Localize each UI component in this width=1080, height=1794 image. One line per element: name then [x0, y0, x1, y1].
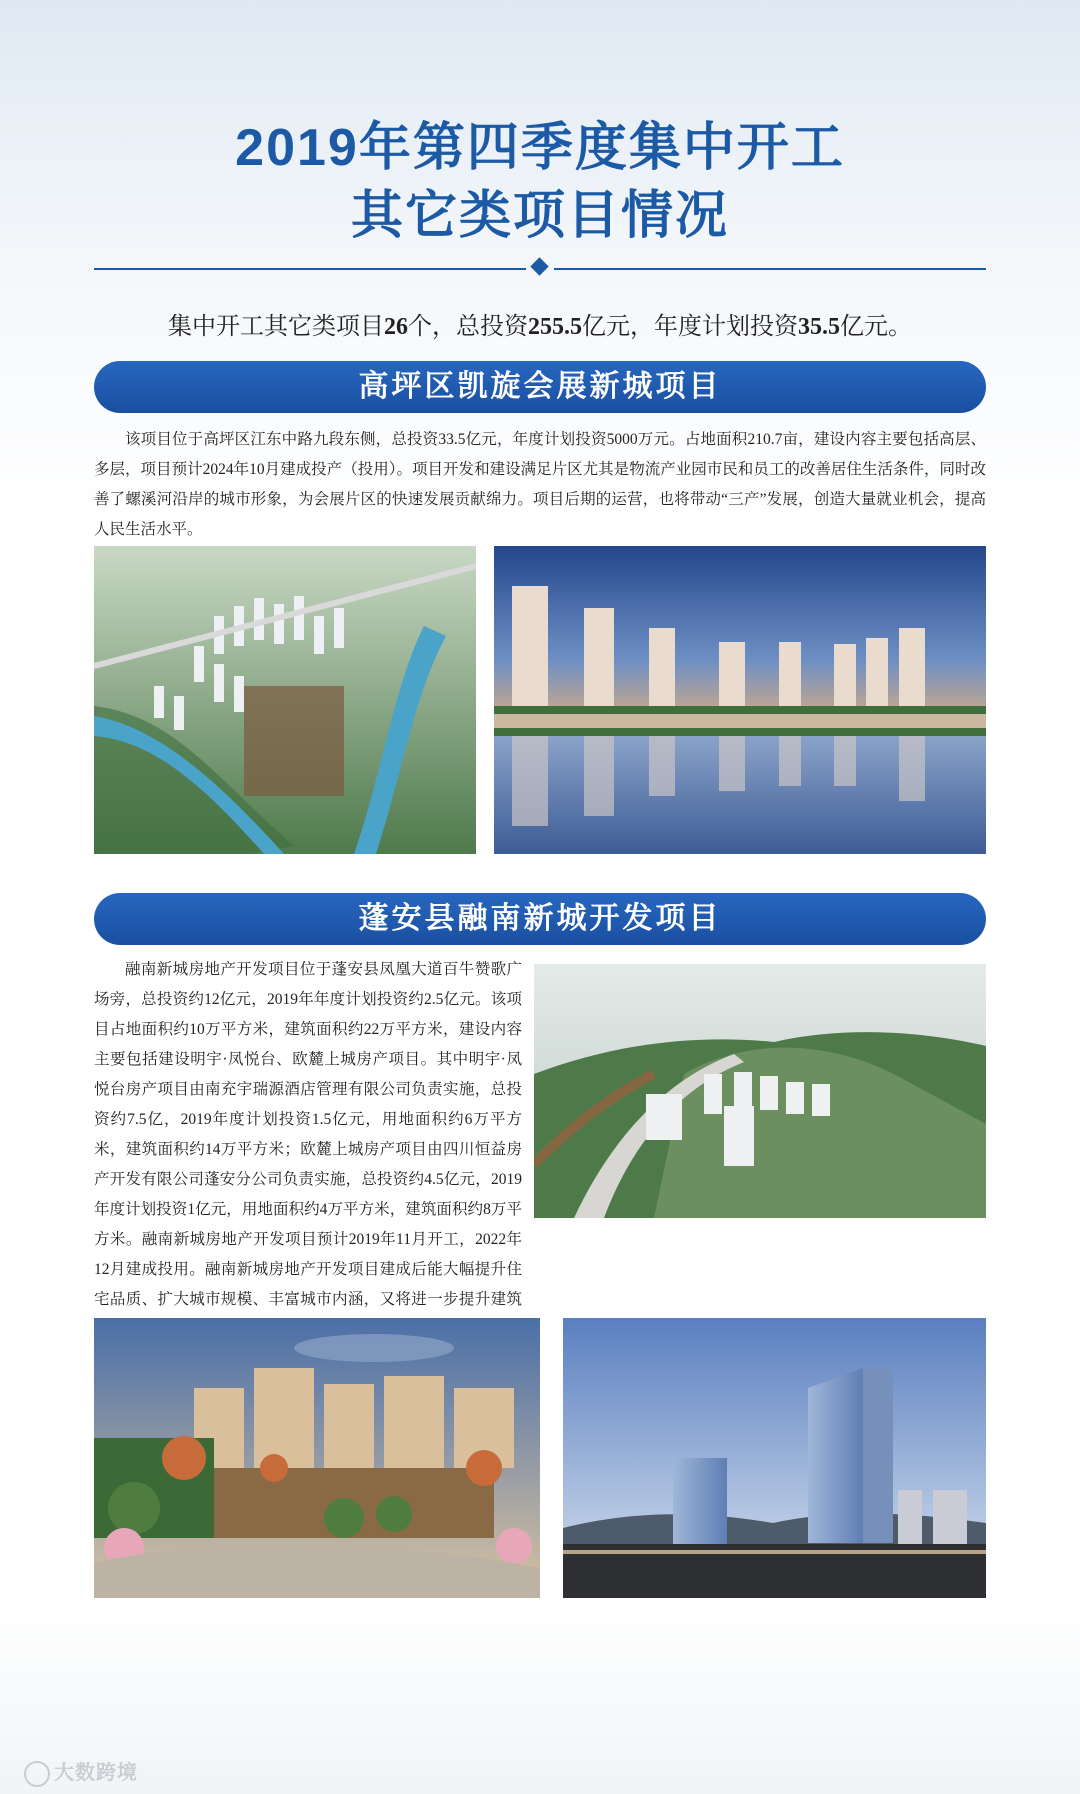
project2-aerial-site-image [534, 964, 986, 1218]
project1-riverside-towers-image [494, 546, 986, 854]
page-title-line2: 其它类项目情况 [350, 187, 729, 245]
project1-title-banner: 高坪区凯旋会展新城项目 [94, 361, 986, 413]
page-title-line1: 2019年第四季度集中开工 [235, 119, 845, 177]
project1-aerial-render-image [94, 546, 476, 854]
project2-title-banner: 蓬安县融南新城开发项目 [94, 893, 986, 945]
project1-description: 该项目位于高坪区江东中路九段东侧，总投资33.5亿元，年度计划投资5000万元。占地面积210.7亩，建设内容主要包括高层、多层，项目预计2024年10月建成投产（投用）。项目开发和建设满足片区尤其是物流产业园市民和员工的改善居住生活条件，同时改善了螺溪河沿岸的城市形象，为会展片区的快速发展贡献绵力。项目后期的运营，也将带动“三产”发展，创造大量就业机会，提高人民生活水平。 [94, 431, 986, 538]
divider-left [94, 268, 526, 270]
watermark-logo-icon [24, 1761, 50, 1787]
watermark: 大数跨境 [24, 1756, 138, 1787]
divider-right [554, 268, 986, 270]
project2-description-part1: 融南新城房地产开发项目位于蓬安县凤凰大道百牛赞歌广场旁，总投资约12亿元，2019年年度计划投资约2.5亿元。该项目占地面积约10万平方米，建筑面积约22万平方米，建设内容主要包括建设明宇·凤悦台、欧麓上城房产项目。其中明宇·凤悦台房产项目由南充宇瑞源酒店管理有限公司负责实施，总投资约7.5亿，2019年度计划投资1.5亿元，用地面积约6万平方米，建筑面积约14万平方米；欧麓上城房产项目由四川恒益房产开发有限公司蓬安分公司负责实施，总投资约4.5亿元，2019年度计划投资1亿元，用地面积约4万平方米，建筑面积约8万平方米。融南新城房地产开发项目预计2019年11月开工，2022年12月建成投用。融南新城房地产开发项目建成后能大幅提升住宅品质、扩大城市规模、丰富城市内涵，又将进一步提升建筑 [94, 961, 522, 1308]
project2-plaza-render-image [94, 1318, 540, 1598]
divider-diamond-icon [530, 257, 548, 275]
project2-hotel-towers-image [563, 1318, 986, 1598]
summary-line: 集中开工其它类项目26个，总投资255.5亿元，年度计划投资35.5亿元。 [168, 313, 912, 340]
